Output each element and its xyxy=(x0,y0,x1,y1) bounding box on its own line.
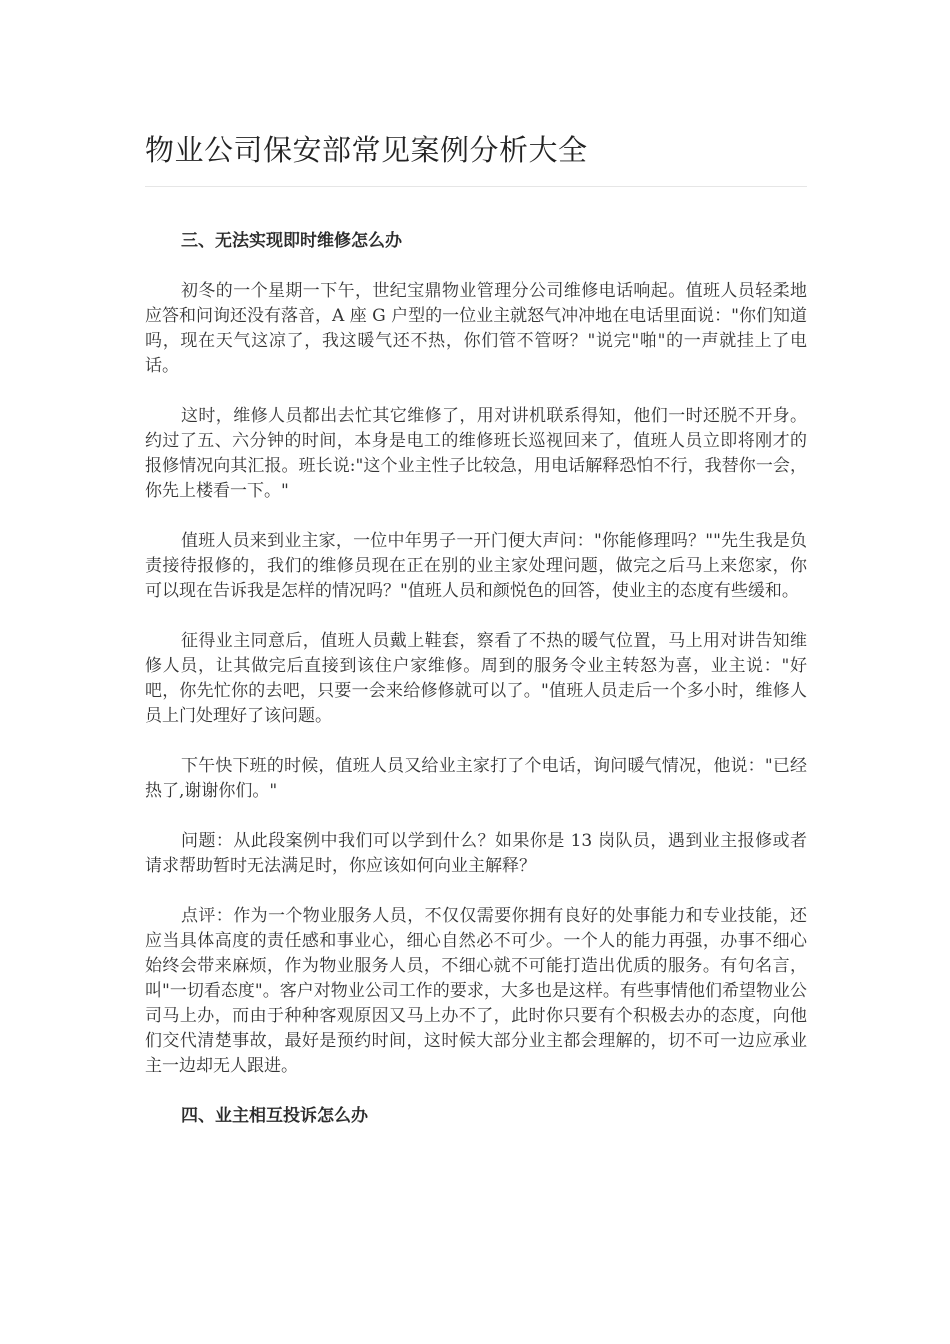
section-heading-4: 四、业主相互投诉怎么办 xyxy=(181,1106,368,1126)
document-title: 物业公司保安部常见案例分析大全 xyxy=(145,133,588,167)
paragraph-2: 这时，维修人员都出去忙其它维修了，用对讲机联系得知，他们一时还脱不开身。约过了五、六分钟的时间，本身是电工的维修班长巡视回来了，值班人员立即将刚才的报修情况向其汇报。班长说:"这个业主性子比较急，用电话解释恐怕不行，我替你一会，你先上楼看一下。" xyxy=(145,406,807,501)
paragraph-5: 下午快下班的时候，值班人员又给业主家打了个电话，询问暖气情况，他说："已经热了,谢谢你们。" xyxy=(145,756,807,801)
paragraph-3: 值班人员来到业主家，一位中年男子一开门便大声问："你能修理吗？""先生我是负责接待报修的，我们的维修员现在正在别的业主家处理问题，做完之后马上来您家，你可以现在告诉我是怎样的情况吗？"值班人员和颜悦色的回答，使业主的态度有些缓和。 xyxy=(145,531,807,601)
document-page xyxy=(145,0,807,1129)
section-heading-3: 三、无法实现即时维修怎么办 xyxy=(181,231,402,251)
paragraph-6: 问题：从此段案例中我们可以学到什么？如果你是 13 岗队员，遇到业主报修或者请求帮助暂时无法满足时，你应该如何向业主解释？ xyxy=(145,831,807,876)
paragraph-1: 初冬的一个星期一下午，世纪宝鼎物业管理分公司维修电话响起。值班人员轻柔地应答和问询还没有落音，A 座 G 户型的一位业主就怒气冲冲地在电话里面说："你们知道吗，现在天气这凉了，我这暖气还不热，你们管不管呀？"说完"啪"的一声就挂上了电话。 xyxy=(145,281,807,376)
paragraph-4: 征得业主同意后，值班人员戴上鞋套，察看了不热的暖气位置，马上用对讲告知维修人员，让其做完后直接到该住户家维修。周到的服务令业主转怒为喜，业主说："好吧，你先忙你的去吧，只要一会来给修修就可以了。"值班人员走后一个多小时，维修人员上门处理好了该问题。 xyxy=(145,631,807,726)
paragraph-7: 点评：作为一个物业服务人员，不仅仅需要你拥有良好的处事能力和专业技能，还应当具体高度的责任感和事业心，细心自然必不可少。一个人的能力再强，办事不细心始终会带来麻烦，作为物业服务人员，不细心就不可能打造出优质的服务。有句名言，叫"一切看态度"。客户对物业公司工作的要求，大多也是这样。有些事情他们希望物业公司马上办，而由于种种客观原因又马上办不了，此时你只要有个积极去办的态度，向他们交代清楚事故，最好是预约时间，这时候大部分业主都会理解的，切不可一边应承业主一边却无人跟进。 xyxy=(145,906,807,1076)
title-divider xyxy=(145,186,807,187)
